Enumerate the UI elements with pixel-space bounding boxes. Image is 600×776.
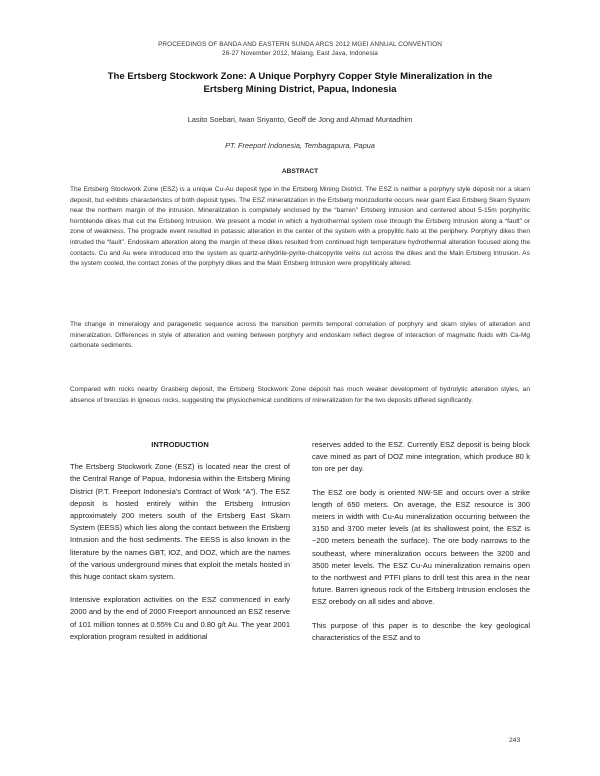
abstract-paragraph: The Ertsberg Stockwork Zone (ESZ) is a unique Cu-Au deposit type in the Ertsberg Mining District. The ESZ is neither a porphyry style deposit nor a skarn deposit, but exhibits characteristics of both deposit types. The ESZ mineralization in the Ertsberg monzodiorite occurs near giant East Ertsberg Skarn System near the northern margin of the intrusion. Mineralization is completely enclosed by the “barren” Ertsberg Intrusion and centered about 5-15m porphyritic hornblende dikes that cut the Ertsberg Intrusion. We present a model in which a hydrothermal system rose through the Ertsberg Intrusion along a “fault” or zone of weakness. The prograde event resulted in potassic alteration in the center of the system with a propylitic halo at the periphery. Porphyry dikes then intruded the “fault”. Endoskarn alteration along the margin of these dikes resulted from continued high temperature hydrothermal alteration focused along the contacts. Cu and Au were introduced into the system as quartz-anhydrite-pyrite-chalcopyrite veins cut across the dikes and the Main Ertsberg Intrusion. As the system cooled, the contact zones of the porphyry dikes and the Main Ertsberg Intrusion were propyliticaly altered. [70, 186, 530, 268]
body-paragraph: The ESZ ore body is oriented NW-SE and occurs over a strike length of 650 meters. On average, the ESZ resource is 300 meters in width with Cu-Au mineralization occurring between the 3150 and 3700 meter levels (at its shallowest point, the ESZ is ~200 meters beneath the surface). The ore body narrows to the southeast, where mineralization occurs between the 3200 and 3500 meter levels. The ESZ Cu-Au mineralization remains open to the northwest and PTFI plans to drill test this area in the near future. Barren igneous rock of the Ertsberg Intrusion encloses the ESZ orebody on all sides and above. [312, 487, 530, 607]
conference-name: PROCEEDINGS OF BANDA AND EASTERN SUNDA ARCS 2012 MGEI ANNUAL CONVENTION [158, 41, 442, 48]
conference-header [0, 40, 600, 58]
conference-date-location: 26-27 November 2012, Malang, East Java, Indonesia [222, 50, 378, 57]
title-line-1: The Ertsberg Stockwork Zone: A Unique Porphyry Copper Style Mineralization in the [107, 71, 493, 82]
author-list: Lasito Soebari, Iwan Sriyanto, Geoff de Jong and Ahmad Muntadhim [187, 115, 413, 124]
body-paragraph: reserves added to the ESZ. Currently ESZ deposit is being block cave mined as part of DOZ mine integration, which produce 80 k ton ore per day. [312, 440, 530, 474]
page-number: 243 [509, 737, 521, 744]
introduction-heading: INTRODUCTION [151, 440, 209, 449]
abstract-paragraph: Compared with rocks nearby Grasberg deposit, the Ertsberg Stockwork Zone deposit has much weaker development of hydrolytic alteration styles, an absence of breccias in igneous rocks, suggesting the physiochemical conditions of mineralization for the two deposits differed significantly. [70, 386, 530, 404]
body-paragraph: This purpose of this paper is to describe the key geological characteristics of the ESZ and to [312, 620, 530, 642]
right-column [312, 439, 530, 655]
left-column [70, 439, 290, 654]
body-paragraph: Intensive exploration activities on the ESZ commenced in early 2000 and by the end of 2000 Freeport announced an ESZ reserve of 101 million tonnes at 0.55% Cu and 0.80 g/t Au. The year 2001 exploration program resulted in additional [70, 595, 290, 641]
abstract-heading: ABSTRACT [281, 168, 319, 175]
body-paragraph: The Ertsberg Stockwork Zone (ESZ) is located near the crest of the Central Range of Papua, Indonesia within the Ertsberg Mining District (P.T. Freeport Indonesia’s Contract of Work “A”). The ESZ deposit is hosted entirely within the Ertsberg Intrusion approximately 200 meters south of the Ertsberg East Skarn System (EESS) which lies along the contact between the Ertsberg Intrusion and the host sediments. The EESS is also known in the literature by the names GBT, IOZ, and DOZ, which are the names of the various underground mines that exploit the metals hosted in this huge contact skarn system. [70, 462, 290, 582]
affiliation: PT. Freeport Indonesia, Tembagapura, Papua [225, 141, 375, 150]
paper-title [80, 70, 520, 96]
abstract-paragraph: The change in mineralogy and paragenetic sequence across the transition permits temporal correlation of porphyry and skarn styles of alteration and mineralization. Differences in style of alteration and veining between porphyry and endoskarn reflect degree of interaction of magmatic fluids with Ca-Mg carbonate sediments. [70, 321, 530, 350]
title-line-2: Ertsberg Mining District, Papua, Indonesia [203, 84, 397, 95]
